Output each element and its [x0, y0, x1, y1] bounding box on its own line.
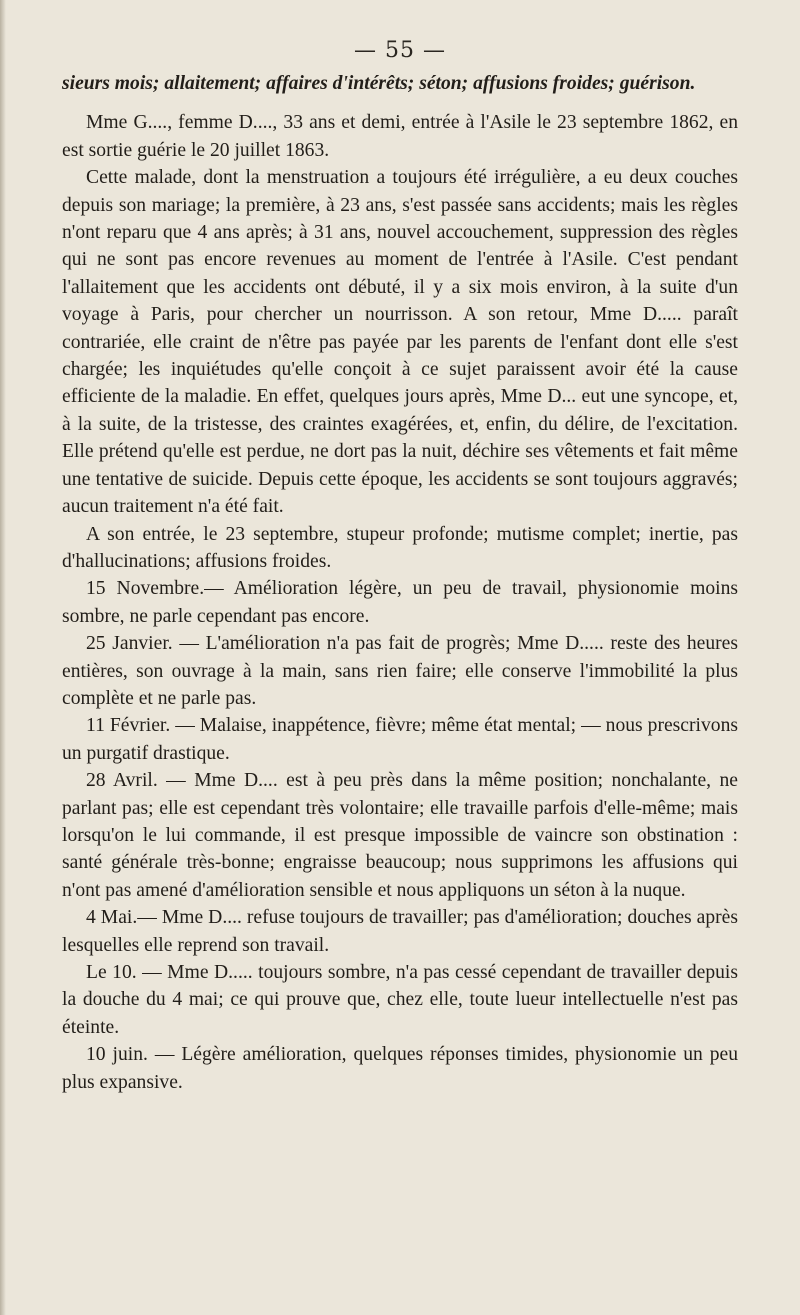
body-text — [62, 70, 738, 1096]
paragraph-patient-intro: Mme G...., femme D...., 33 ans et demi, entrée à l'Asile le 23 septembre 1862, en est sortie guérie le 20 juillet 1863. — [62, 112, 738, 161]
paragraph-april: 28 Avril. — Mme D.... est à peu près dans la même position; nonchalante, ne parlant pas; elle est cependant très volontaire; elle travaille parfois d'elle-même; mais lorsqu'on le lui commande, il est presque impossible de vaincre son obstination : santé générale très-bonne; engraisse beaucoup; nous supprimons les affusions qui n'ont pas amené d'amélioration sensible et nous appliquons un séton à la nuque. — [62, 770, 738, 901]
paragraph-entry: A son entrée, le 23 septembre, stupeur profonde; mutisme complet; inertie, pas d'hallucinations; affusions froides. — [62, 523, 738, 572]
paragraph-november: 15 Novembre.— Amélioration légère, un peu de travail, physionomie moins sombre, ne parle cependant pas encore. — [62, 578, 738, 627]
paragraph-february: 11 Février. — Malaise, inappétence, fièvre; même état mental; — nous prescrivons un purgatif drastique. — [62, 715, 738, 764]
paragraph-may: 4 Mai.— Mme D.... refuse toujours de travailler; pas d'amélioration; douches après lesquelles elle reprend son travail. — [62, 907, 738, 956]
page-number: — 55 — — [354, 38, 446, 63]
paragraph-history: Cette malade, dont la menstruation a toujours été irrégulière, a eu deux couches depuis son mariage; la première, à 23 ans, s'est passée sans accidents; mais les règles n'ont reparu que 4 ans après; à 31 ans, nouvel accouchement, suppression des règles qui ne sont pas encore revenues au moment de l'entrée à l'Asile. C'est pendant l'allaitement que les accidents ont débuté, il y a six mois environ, à la suite d'un voyage à Paris, pour chercher un nourrisson. A son retour, Mme D..... paraît contrariée, elle craint de n'être pas payée par les parents de l'enfant dont elle s'est chargée; les inquiétudes qu'elle conçoit à ce sujet paraissent avoir été la cause efficiente de la maladie. En effet, quelques jours après, Mme D... eut une syncope, et, à la suite, de la tristesse, des craintes exagérées, et, enfin, du délire, de l'excitation. Elle prétend qu'elle est perdue, ne dort pas la nuit, déchire ses vêtements et fait même une tentative de suicide. Depuis cette époque, les accidents se sont toujours aggravés; aucun traitement n'a été fait. — [62, 167, 738, 518]
paragraph-january: 25 Janvier. — L'amélioration n'a pas fait de progrès; Mme D..... reste des heures entières, son ouvrage à la main, sans rien faire; elle conserve l'immobilité la plus complète et ne parle pas. — [62, 633, 738, 709]
paragraph-june: 10 juin. — Légère amélioration, quelques réponses timides, physionomie un peu plus expansive. — [62, 1044, 738, 1093]
continuation-line: sieurs mois; allaitement; affaires d'intérêts; séton; affusions froides; guérison. — [62, 73, 696, 94]
paragraph-may-10: Le 10. — Mme D..... toujours sombre, n'a pas cessé cependant de travailler depuis la douche du 4 mai; ce qui prouve que, chez elle, toute lueur intellectuelle n'est pas éteinte. — [62, 962, 738, 1038]
page-edge-shadow — [0, 0, 6, 1315]
